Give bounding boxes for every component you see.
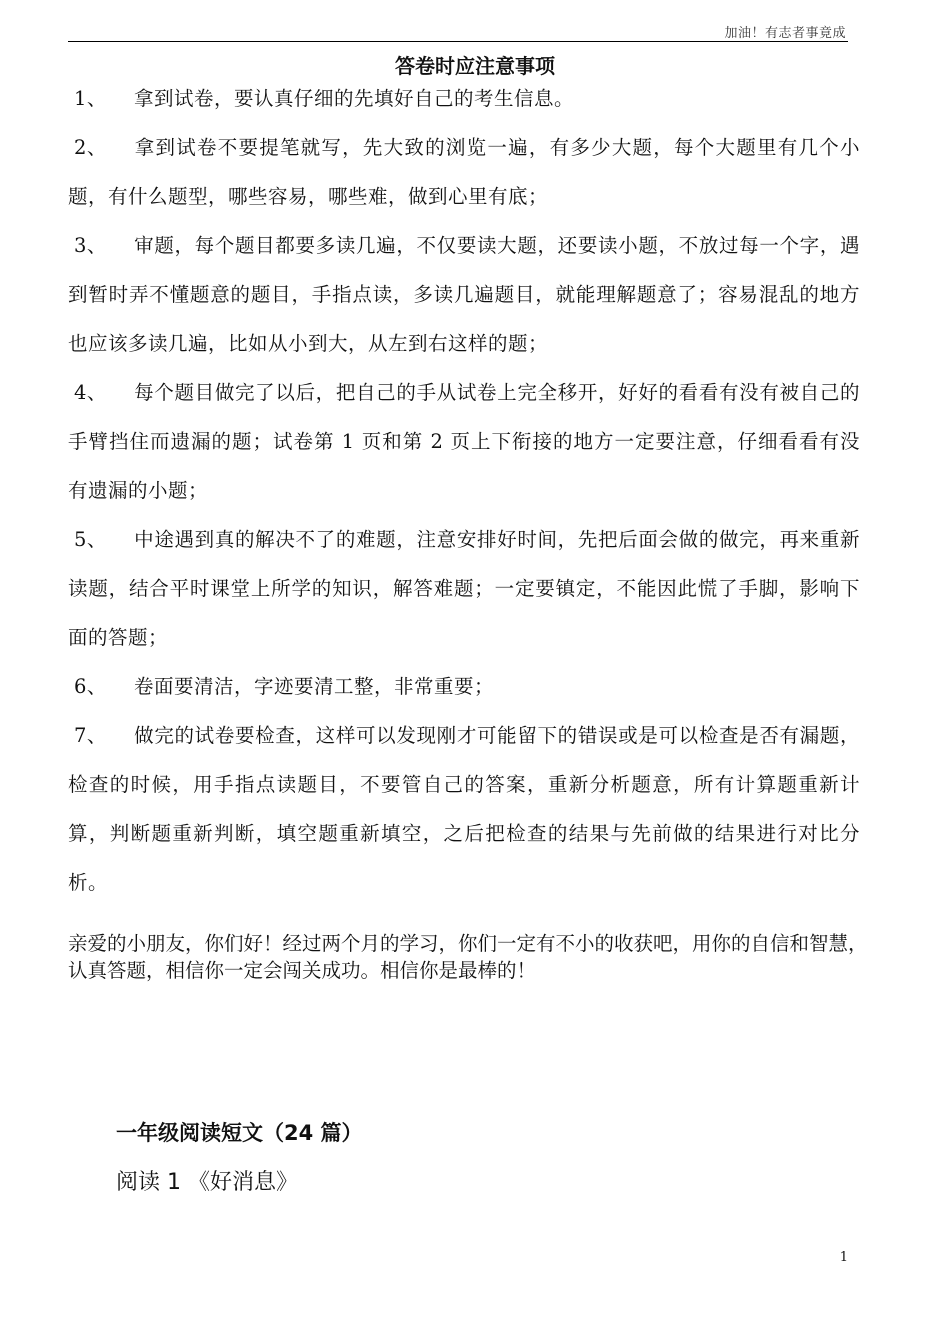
notes-list xyxy=(68,74,860,907)
item-text: 卷面要清洁，字迹要清工整，非常重要； xyxy=(134,675,495,698)
list-item xyxy=(68,74,860,123)
item-number: 2、 xyxy=(74,136,107,159)
page-title: 答卷时应注意事项 xyxy=(395,54,555,78)
list-item xyxy=(68,711,860,907)
reading-title: 阅读 1 《好消息》 xyxy=(116,1170,298,1195)
page-header-text: 加油！有志者事竟成 xyxy=(724,26,846,41)
encouragement-note: 亲爱的小朋友，你们好！经过两个月的学习，你们一定有不小的收获吧，用你的自信和智慧，认真答题，相信你一定会闯关成功。相信你是最棒的！ xyxy=(68,932,868,982)
item-text: 拿到试卷，要认真仔细的先填好自己的考生信息。 xyxy=(134,87,575,110)
list-item xyxy=(68,221,860,368)
item-text: 每个题目做完了以后，把自己的手从试卷上完全移开，好好的看看有没有被自己的手臂挡住而遗漏的题；试卷第 1 页和第 2 页上下衔接的地方一定要注意，仔细看看有没有遗漏的小题； xyxy=(68,381,860,502)
section-title: 一年级阅读短文（24 篇） xyxy=(116,1121,363,1145)
item-number: 7、 xyxy=(74,724,107,747)
item-number: 3、 xyxy=(74,234,107,257)
list-item xyxy=(68,368,860,515)
item-number: 4、 xyxy=(74,381,107,404)
item-number: 5、 xyxy=(74,528,107,551)
item-text: 拿到试卷不要提笔就写，先大致的浏览一遍，有多少大题，每个大题里有几个小题，有什么题型，哪些容易，哪些难，做到心里有底； xyxy=(68,136,860,208)
page-number: 1 xyxy=(839,1250,848,1265)
item-text: 做完的试卷要检查，这样可以发现刚才可能留下的错误或是可以检查是否有漏题，检查的时候，用手指点读题目，不要管自己的答案，重新分析题意，所有计算题重新计算，判断题重新判断，填空题重新填空，之后把检查的结果与先前做的结果进行对比分析。 xyxy=(68,724,860,894)
item-text: 审题，每个题目都要多读几遍，不仅要读大题，还要读小题，不放过每一个字，遇到暂时弄不懂题意的题目，手指点读，多读几遍题目，就能理解题意了；容易混乱的地方也应该多读几遍，比如从小到大，从左到右这样的题； xyxy=(68,234,860,355)
item-text: 中途遇到真的解决不了的难题，注意安排好时间，先把后面会做的做完，再来重新读题，结合平时课堂上所学的知识，解答难题；一定要镇定，不能因此慌了手脚，影响下面的答题； xyxy=(68,528,860,649)
list-item xyxy=(68,515,860,662)
list-item xyxy=(68,123,860,221)
item-number: 6、 xyxy=(74,675,107,698)
item-number: 1、 xyxy=(74,87,107,110)
list-item xyxy=(68,662,860,711)
header-divider xyxy=(68,41,848,42)
